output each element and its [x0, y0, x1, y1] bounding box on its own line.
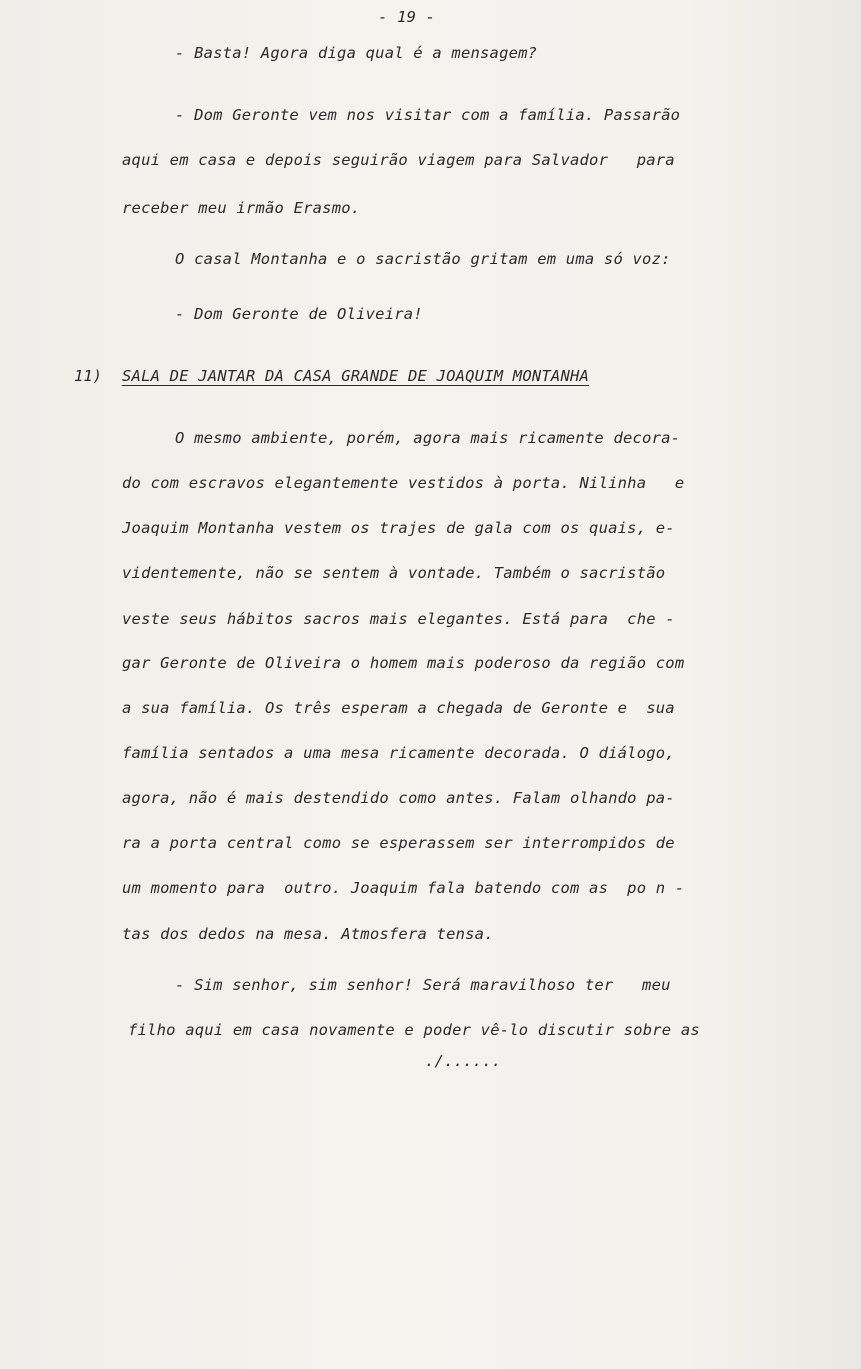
dialogue-line: aqui em casa e depois seguirão viagem para Salvador para [122, 151, 675, 169]
continuation-mark: ./...... [425, 1052, 502, 1070]
description-line: ra a porta central como se esperassem ser interrompidos de [122, 834, 675, 852]
description-line: do com escravos elegantemente vestidos à porta. Nilinha e [122, 474, 685, 492]
page-number: - 19 - [378, 8, 436, 26]
description-line: um momento para outro. Joaquim fala batendo com as po n - [122, 879, 685, 897]
description-line: tas dos dedos na mesa. Atmosfera tensa. [122, 925, 494, 943]
scene-number: 11) [74, 367, 102, 385]
dialogue-line: filho aqui em casa novamente e poder vê-lo discutir sobre as [128, 1021, 700, 1039]
dialogue-line: - Sim senhor, sim senhor! Será maravilhoso ter meu [175, 976, 671, 994]
dialogue-line: receber meu irmão Erasmo. [122, 199, 361, 217]
description-line: gar Geronte de Oliveira o homem mais poderoso da região com [122, 654, 685, 672]
scene-heading: SALA DE JANTAR DA CASA GRANDE DE JOAQUIM MONTANHA [122, 367, 590, 385]
description-line: a sua família. Os três esperam a chegada de Geronte e sua [122, 699, 675, 717]
description-line: família sentados a uma mesa ricamente decorada. O diálogo, [122, 744, 675, 762]
dialogue-line: - Dom Geronte de Oliveira! [175, 305, 423, 323]
description-line: agora, não é mais destendido como antes. Falam olhando pa- [122, 789, 675, 807]
description-line: Joaquim Montanha vestem os trajes de gala com os quais, e- [122, 519, 675, 537]
description-line: veste seus hábitos sacros mais elegantes. Está para che - [122, 610, 675, 628]
description-line: videntemente, não se sentem à vontade. Também o sacristão [122, 564, 666, 582]
stage-direction: O casal Montanha e o sacristão gritam em uma só voz: [175, 250, 671, 268]
description-line: O mesmo ambiente, porém, agora mais ricamente decora- [175, 429, 681, 447]
dialogue-line: - Dom Geronte vem nos visitar com a família. Passarão [175, 106, 681, 124]
dialogue-line: - Basta! Agora diga qual é a mensagem? [175, 44, 538, 62]
